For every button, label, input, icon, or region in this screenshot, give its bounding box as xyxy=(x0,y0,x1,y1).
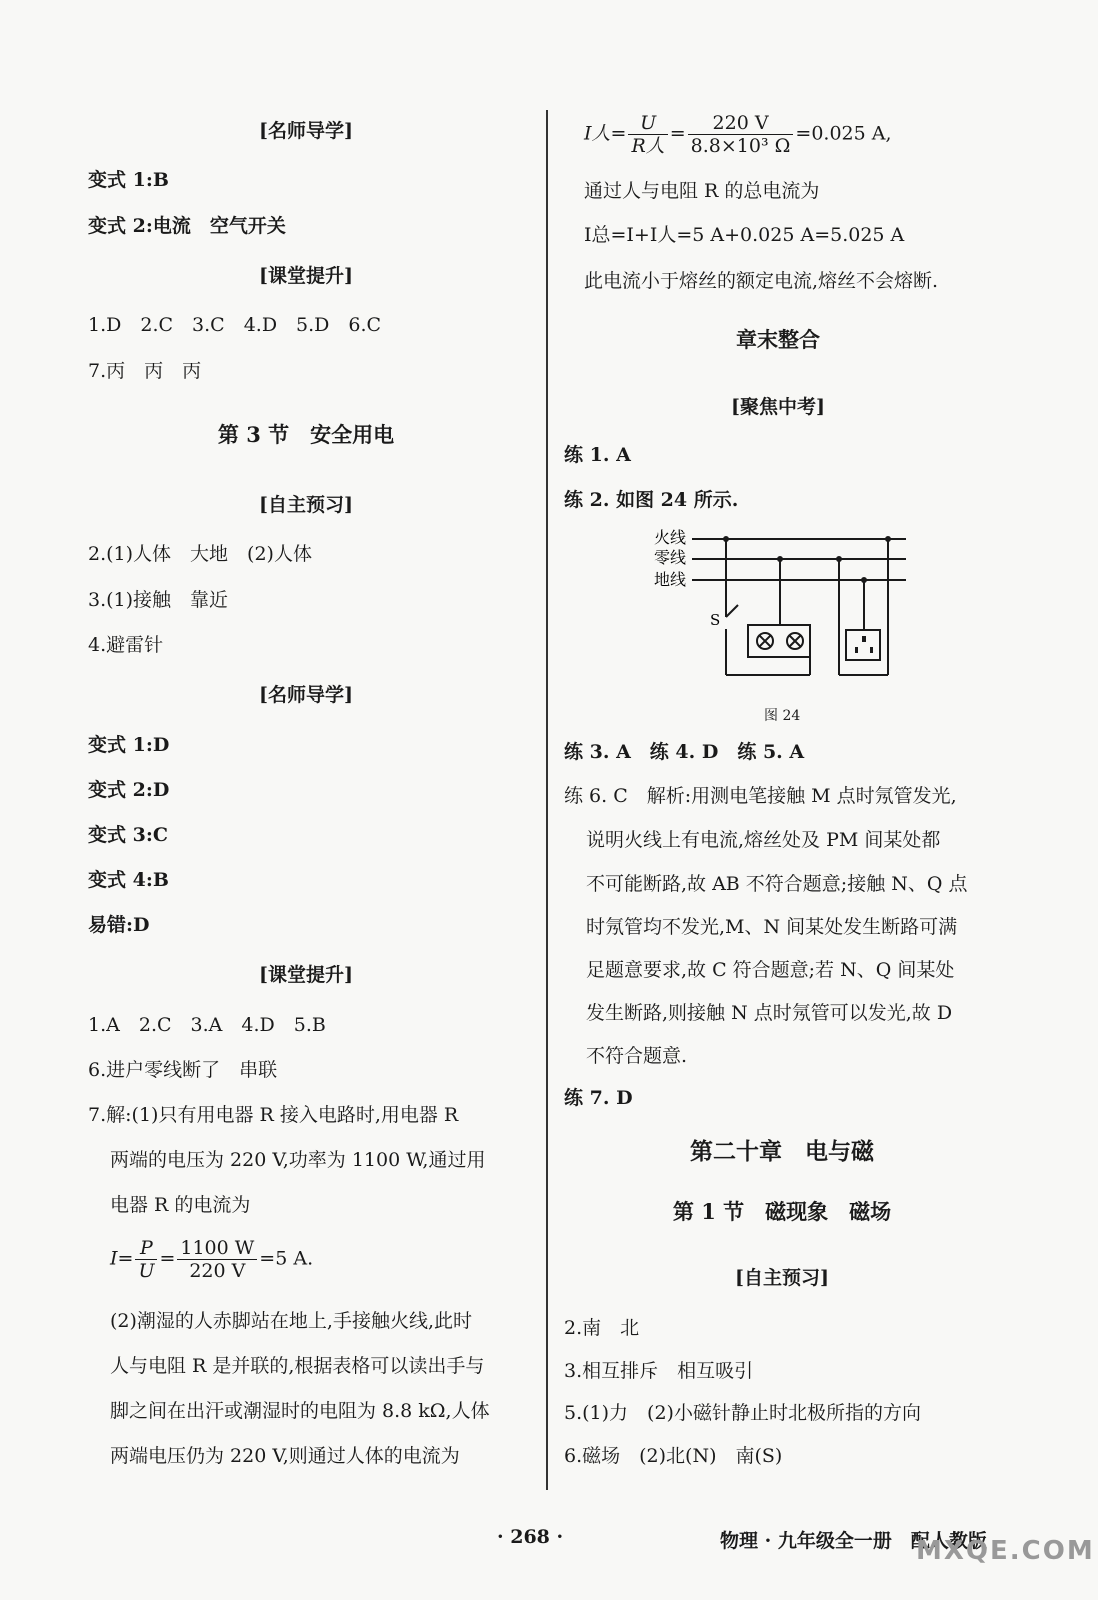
ground-wire-label: 地线 xyxy=(654,570,687,589)
answer-line: 2.(1)人体 大地 (2)人体 xyxy=(88,543,312,565)
chapter-summary-title: 章末整合 xyxy=(736,327,820,352)
circuit-diagram xyxy=(640,525,920,700)
numerator: U xyxy=(628,112,667,135)
answer-line: 两端的电压为 220 V,功率为 1100 W,通过用 xyxy=(110,1149,486,1171)
denominator: R人 xyxy=(631,135,665,157)
section-title: 第 3 节 安全用电 xyxy=(217,422,395,447)
eq-text: =5 A. xyxy=(259,1247,314,1270)
eq-text: = xyxy=(669,122,686,145)
numerator: 1100 W xyxy=(177,1237,257,1260)
numerator: P xyxy=(135,1237,157,1260)
denominator: 220 V xyxy=(189,1260,246,1282)
answer-line: 足题意要求,故 C 符合题意;若 N、Q 间某处 xyxy=(586,959,955,981)
equation-body-current xyxy=(584,112,892,157)
answer-line: 此电流小于熔丝的额定电流,熔丝不会熔断. xyxy=(584,270,939,292)
neutral-wire-label: 零线 xyxy=(654,548,687,567)
answer-line: 1.A 2.C 3.A 4.D 5.B xyxy=(88,1014,326,1036)
answer-line: 练 7. D xyxy=(564,1087,633,1109)
answer-line: 5.(1)力 (2)小磁针静止时北极所指的方向 xyxy=(564,1402,921,1424)
fraction xyxy=(688,112,794,157)
answer-line: 练 3. A 练 4. D 练 5. A xyxy=(564,741,805,763)
heading-mingshi-1: [名师导学] xyxy=(259,120,353,142)
answer-line: 不符合题意. xyxy=(586,1045,688,1067)
denominator: 8.8×10³ Ω xyxy=(690,135,791,157)
numerator: 220 V xyxy=(688,112,794,135)
section-title: 第 1 节 磁现象 磁场 xyxy=(672,1199,892,1224)
heading-mingshi-2: [名师导学] xyxy=(259,684,353,706)
heading-zizhu-1: [自主预习] xyxy=(259,494,353,516)
answer-line: 变式 4:B xyxy=(88,869,169,891)
answer-line: 易错:D xyxy=(88,914,150,936)
book-title: 物理 · 九年级全一册 配人教版 xyxy=(720,1530,987,1552)
watermark: MXQE.COM xyxy=(916,1536,1095,1566)
figure-caption: 图 24 xyxy=(764,708,801,724)
answer-line: 6.磁场 (2)北(N) 南(S) xyxy=(564,1445,783,1467)
answer-line: 说明火线上有电流,熔丝处及 PM 间某处都 xyxy=(586,829,941,851)
answer-line: 6.进户零线断了 串联 xyxy=(88,1059,278,1081)
answer-line: 变式 3:C xyxy=(88,824,168,846)
chapter-title: 第二十章 电与磁 xyxy=(690,1138,874,1165)
heading-ketang-1: [课堂提升] xyxy=(259,265,353,287)
column-divider xyxy=(546,110,548,1490)
answer-line: (2)潮湿的人赤脚站在地上,手接触火线,此时 xyxy=(110,1310,472,1332)
fraction xyxy=(628,112,667,157)
answer-line: 2.南 北 xyxy=(564,1317,640,1339)
page-number: · 268 · xyxy=(497,1526,564,1548)
heading-ketang-2: [课堂提升] xyxy=(259,964,353,986)
denominator: U xyxy=(138,1260,155,1282)
heading-jujiao: [聚焦中考] xyxy=(731,396,825,418)
fraction xyxy=(135,1237,157,1282)
answer-line: 电器 R 的电流为 xyxy=(110,1194,251,1216)
heading-zizhu-2: [自主预习] xyxy=(735,1267,829,1289)
answer-line: 变式 2:电流 空气开关 xyxy=(88,215,286,237)
switch-label: S xyxy=(710,611,721,629)
answer-line: 1.D 2.C 3.C 4.D 5.D 6.C xyxy=(88,314,382,336)
answer-line: 7.丙 丙 丙 xyxy=(88,360,202,382)
answer-line: 练 6. C 解析:用测电笔接触 M 点时氖管发光, xyxy=(564,785,957,807)
equation-current xyxy=(110,1237,313,1282)
answer-line: 3.相互排斥 相互吸引 xyxy=(564,1360,754,1382)
answer-line: 人与电阻 R 是并联的,根据表格可以读出手与 xyxy=(110,1355,485,1377)
socket xyxy=(846,630,880,660)
answer-line: 脚之间在出汗或潮湿时的电阻为 8.8 kΩ,人体 xyxy=(110,1400,490,1422)
eq-text: =0.025 A, xyxy=(795,122,892,145)
switch xyxy=(726,605,738,617)
answer-line: 发生断路,则接触 N 点时氖管可以发光,故 D xyxy=(586,1002,953,1024)
answer-line: 不可能断路,故 AB 不符合题意;接触 N、Q 点 xyxy=(586,873,968,895)
answer-line: I总=I+I人=5 A+0.025 A=5.025 A xyxy=(584,224,905,246)
eq-text: I= xyxy=(110,1247,134,1270)
answer-line: 变式 2:D xyxy=(88,779,170,801)
answer-line: 7.解:(1)只有用电器 R 接入电路时,用电器 R xyxy=(88,1104,459,1126)
fraction xyxy=(177,1237,257,1282)
answer-line: 练 1. A xyxy=(564,444,631,466)
answer-line: 两端电压仍为 220 V,则通过人体的电流为 xyxy=(110,1445,460,1467)
answer-line: 变式 1:D xyxy=(88,734,170,756)
answer-line: 时氖管均不发光,M、N 间某处发生断路可满 xyxy=(586,916,958,938)
eq-text: = xyxy=(159,1247,176,1270)
live-wire-label: 火线 xyxy=(654,528,687,547)
answer-line: 通过人与电阻 R 的总电流为 xyxy=(584,180,820,202)
answer-line: 练 2. 如图 24 所示. xyxy=(564,489,739,511)
answer-line: 变式 1:B xyxy=(88,169,169,191)
eq-text: I人= xyxy=(584,122,627,145)
answer-line: 4.避雷针 xyxy=(88,634,164,656)
answer-line: 3.(1)接触 靠近 xyxy=(88,589,229,611)
